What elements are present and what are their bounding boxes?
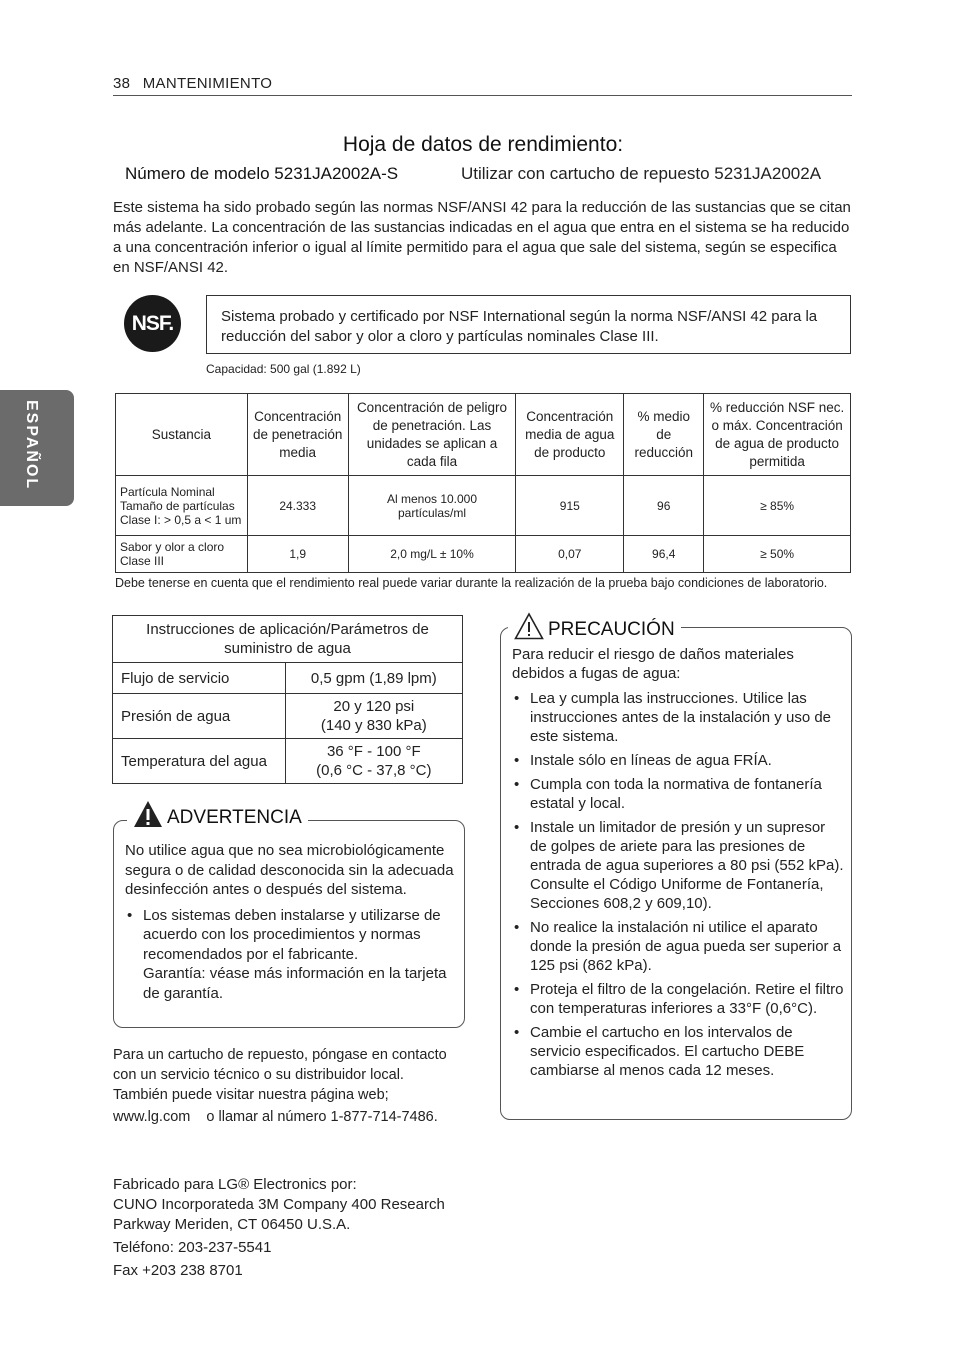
param-value: 36 °F - 100 °F (0,6 °C - 37,8 °C) [285,739,462,784]
list-item: • Instale sólo en líneas de agua FRÍA. [512,751,844,770]
capacity-note: Capacidad: 500 gal (1.892 L) [206,362,361,376]
manufacturer-line: Fabricado para LG® Electronics por: [113,1176,357,1193]
page-header [113,75,272,92]
manufacturer-fax: Fax +203 238 8701 [113,1262,243,1279]
table-cell: ≥ 85% [704,476,851,536]
table-row [116,476,851,536]
call-text: o llamar al número [206,1109,327,1125]
table-cell: Partícula Nominal Tamaño de partículas Clase I: > 0,5 a < 1 um [116,476,248,536]
list-item: • Proteja el filtro de la congelación. Retire el filtro con temperaturas inferiores a 33°F (0,6°C). [512,980,844,1018]
column-header: Concentración de peligro de penetración. Las unidades se aplican a cada fila [348,394,516,476]
table-header-row [113,616,463,663]
table-row [113,694,463,739]
performance-table [115,393,851,573]
column-header: % reducción NSF nec. o máx. Concentración de agua de producto permitida [704,394,851,476]
table-cell: Sabor y olor a cloro Clase III [116,536,248,573]
parameters-header: Instrucciones de aplicación/Parámetros de suministro de agua [113,616,463,663]
param-value: 0,5 gpm (1,89 lpm) [285,663,462,694]
table-cell: 96 [624,476,704,536]
param-label: Flujo de servicio [113,663,286,694]
param-label: Presión de agua [113,694,286,739]
list-item: • Lea y cumpla las instrucciones. Utilice las instrucciones antes de la instalación y uso de este sistema. [512,689,844,746]
table-cell: 1,9 [247,536,348,573]
caution-list [512,689,844,1080]
phone-number: 1-877-714-7486. [330,1109,438,1125]
table-row [113,739,463,784]
table-cell: 2,0 mg/L ± 10% [348,536,516,573]
caution-heading: PRECAUCIÓN [508,612,681,641]
manufacturer-phone: Teléfono: 203-237-5541 [113,1239,272,1256]
table-cell: ≥ 50% [704,536,851,573]
parameters-table [112,615,463,784]
list-item: • No realice la instalación ni utilice el aparato donde la presión de agua pueda ser superior a 125 psi (862 kPa). [512,918,844,975]
performance-note: Debe tenerse en cuenta que el rendimiento real puede variar durante la realización de la prueba bajo condiciones de laboratorio. [115,576,828,590]
caution-text: Para reducir el riesgo de daños materiales debidos a fugas de agua: [512,646,794,682]
section-title: MANTENIMIENTO [142,75,273,92]
list-item: • Cambie el cartucho en los intervalos de servicio especificados. El cartucho DEBE cambiarse al menos cada 12 meses. [512,1023,844,1080]
page-number: 38 [113,75,131,92]
caution-icon [514,612,544,640]
header-rule [113,95,852,96]
list-item: • Cumpla con toda la normativa de fontanería estatal y local. [512,775,844,813]
warning-text: No utilice agua que no sea microbiológicamente segura o de calidad desconocida sin la adecuada desinfección antes o después del sistema. [125,842,454,898]
table-cell: 24.333 [247,476,348,536]
column-header: Sustancia [116,394,248,476]
contact-text: Para un cartucho de repuesto, póngase en contacto con un servicio técnico o su distribuidor local. [113,1047,447,1083]
warning-list [125,906,461,1004]
list-item: • Los sistemas deben instalarse y utilizarse de acuerdo con los procedimientos y normas recomendados por el fabricante. Garantía: véase más información en la tarjeta de garantía. [125,906,461,1004]
param-value: 20 y 120 psi (140 y 830 kPa) [285,694,462,739]
table-cell: 0,07 [516,536,624,573]
page-title: Hoja de datos de rendimiento: [342,133,624,156]
table-header-row [116,394,851,476]
caution-body [512,645,844,1085]
column-header: Concentración de penetración media [247,394,348,476]
replacement-cartridge: Utilizar con cartucho de repuesto 5231JA2002A [461,164,822,183]
column-header: % medio de reducción [624,394,704,476]
manufacturer-address: CUNO Incorporateda 3M Company 400 Research Parkway Meriden, CT 06450 U.S.A. [113,1196,445,1233]
model-number: Número de modelo 5231JA2002A-S [125,164,399,183]
table-cell: 96,4 [624,536,704,573]
param-label: Temperatura del agua [113,739,286,784]
language-tab-label: ESPAÑOL [23,400,40,491]
warning-heading: ADVERTENCIA [127,800,308,829]
list-item: • Instale un limitador de presión y un supresor de golpes de ariete para las presiones de entrada de agua superiores a 80 psi (552 kPa). Consulte el Código Uniforme de Fontanería, Secciones 608,2 y 609,10). [512,818,844,913]
certification-box: Sistema probado y certificado por NSF International según la norma NSF/ANSI 42 para la reducción del sabor y olor a cloro y partículas nominales Clase III. [206,295,851,354]
table-cell: Al menos 10.000 partículas/ml [348,476,516,536]
nsf-logo: NSF. [124,295,181,352]
warning-icon [133,800,163,828]
column-header: Concentración media de agua de producto [516,394,624,476]
table-row [116,536,851,573]
contact-info [113,1045,473,1127]
intro-paragraph: Este sistema ha sido probado según las normas NSF/ANSI 42 para la reducción de las sustancias que se citan más adelante. La concentración de las sustancias indicadas en el agua que entra en el sistema se ha reducido a una concentración inferior o igual al límite permitido para el agua que sale del sistema, según se especifica en NSF/ANSI 42. [113,199,851,276]
website-link[interactable]: www.lg.com [113,1109,191,1125]
language-tab [0,390,74,506]
table-row [113,663,463,694]
table-cell: 915 [516,476,624,536]
contact-web-text: También puede visitar nuestra página web; [113,1087,389,1103]
manufacturer-info [113,1175,473,1281]
warning-body [125,841,461,1003]
